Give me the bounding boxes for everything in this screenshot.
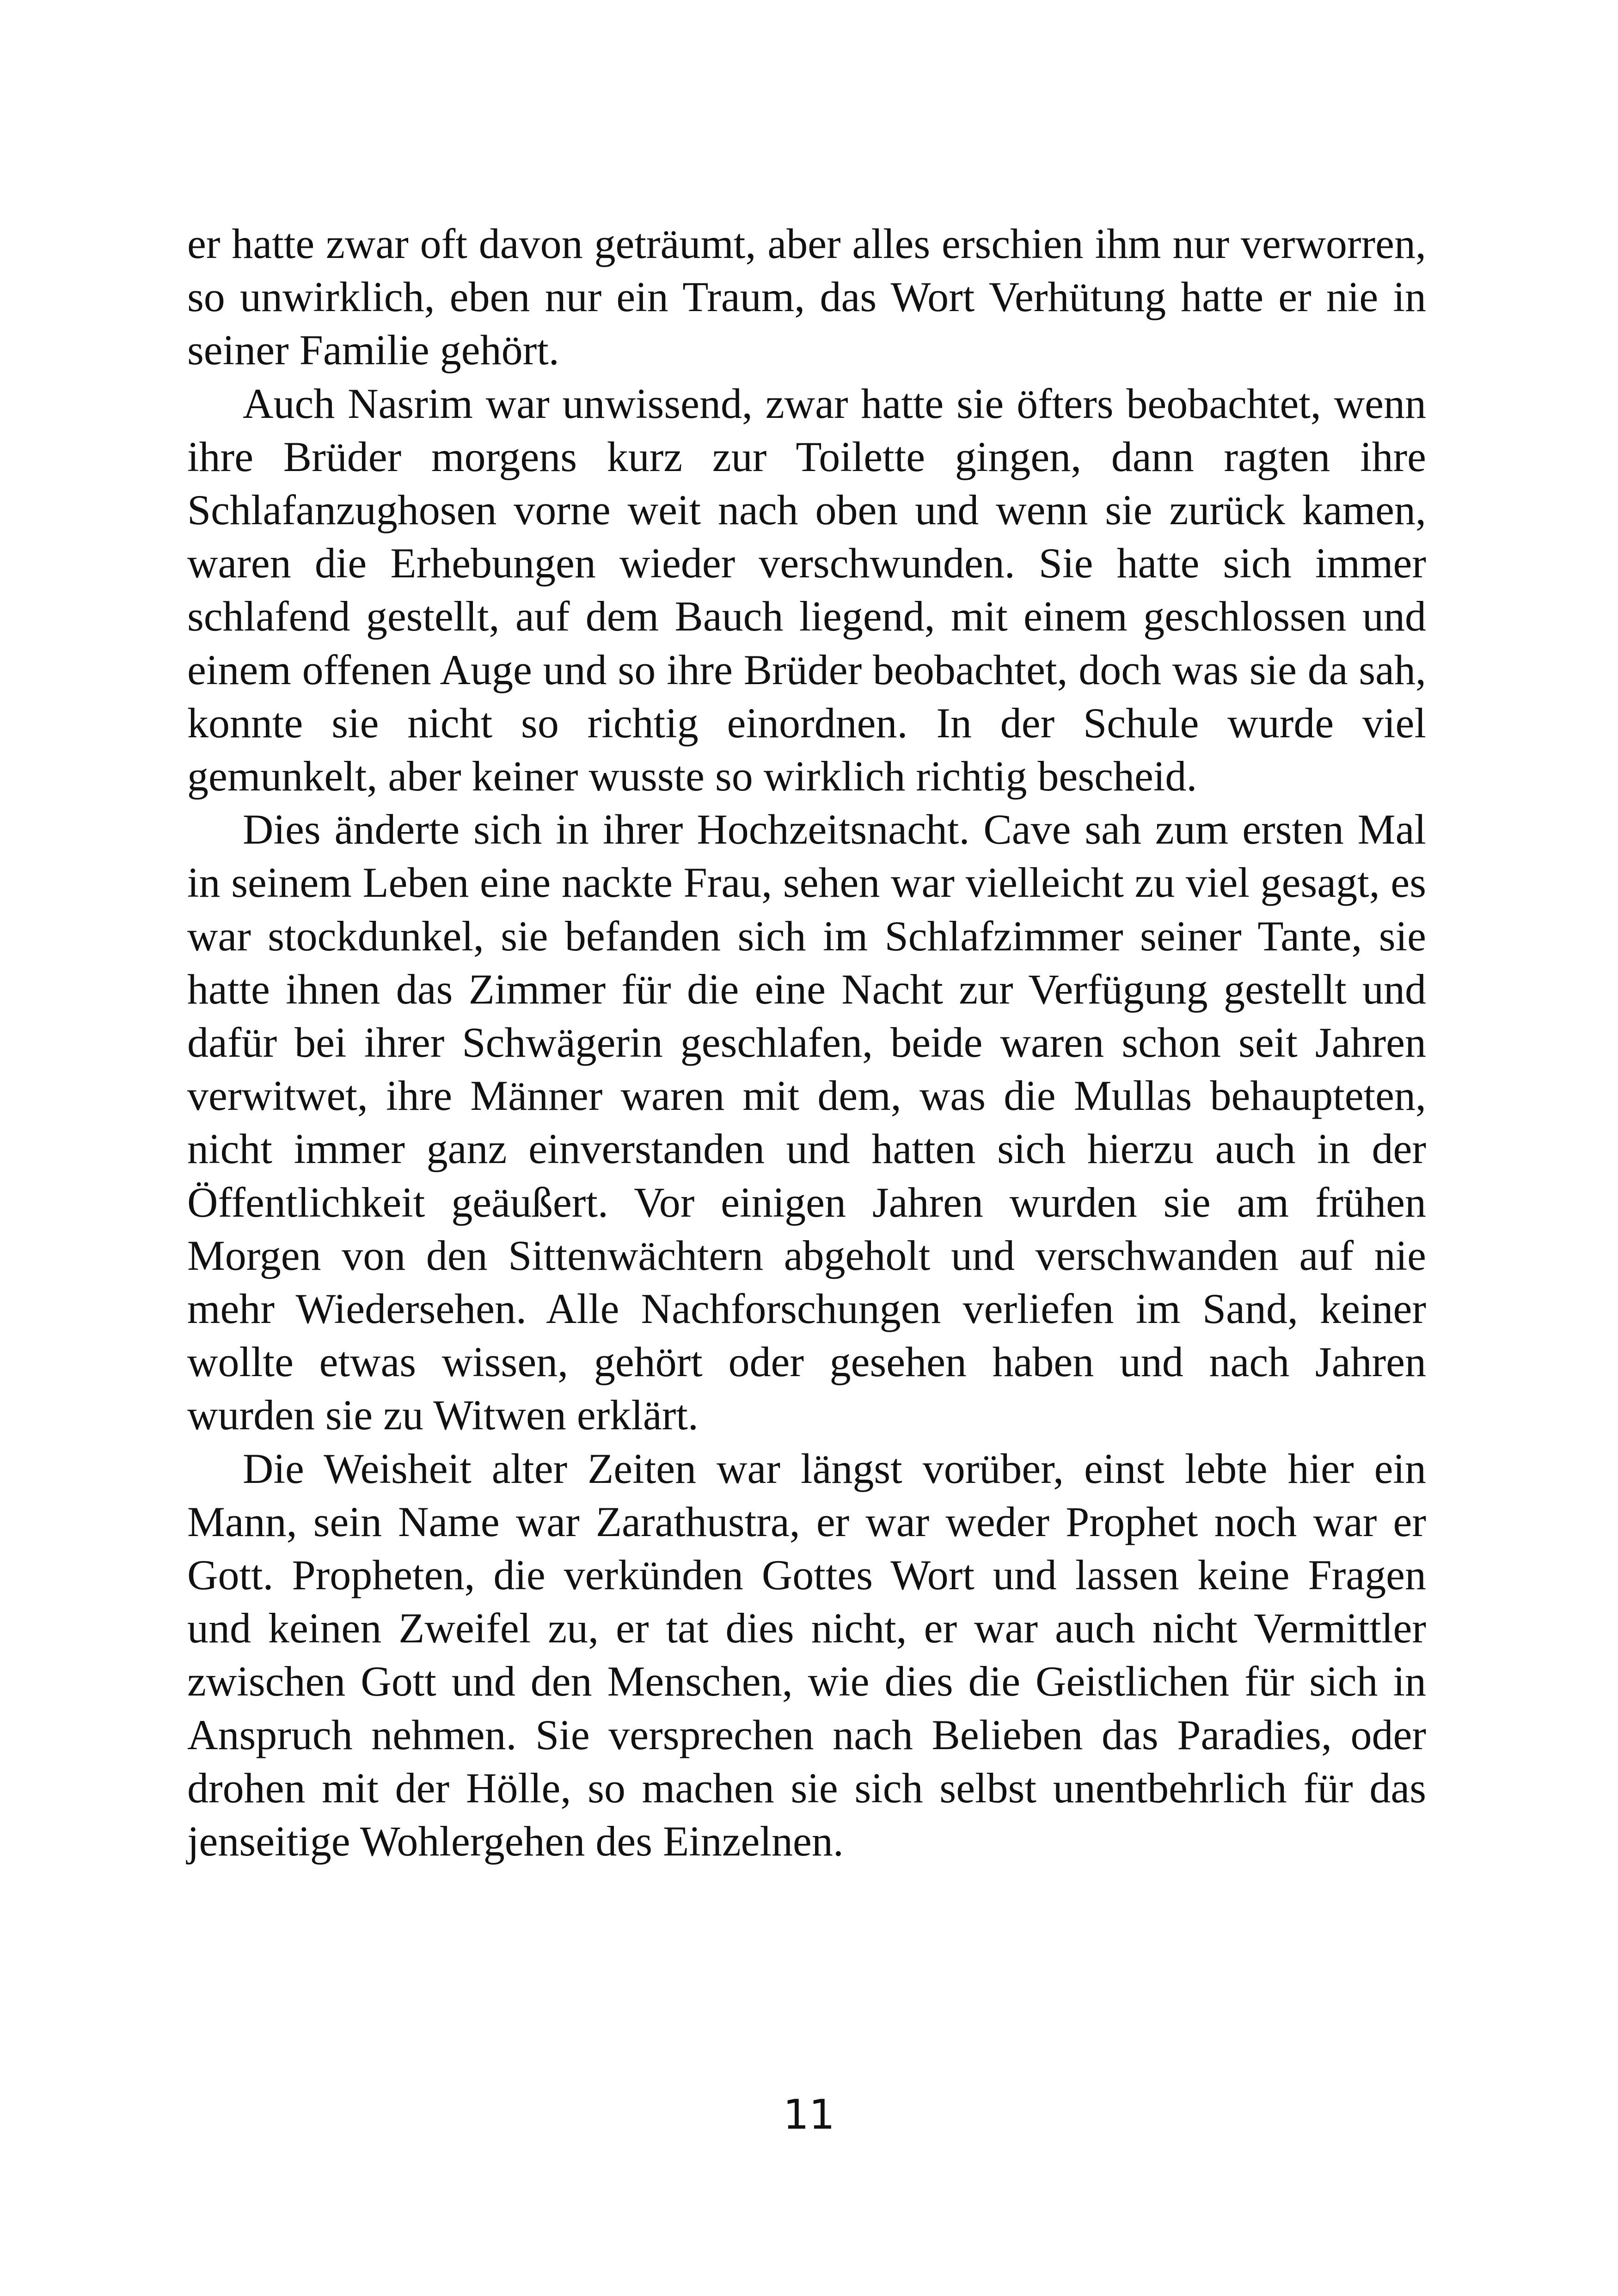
paragraph-2: Auch Nasrim war unwissend, zwar hatte sie öfters beobachtet, wenn ihre Brüder morgens kurz zur Toilette gingen, dann ragten ihre Schlafanzughosen vorne weit nach oben und wenn sie zurück kamen, waren die Erhebungen wieder verschwunden. Sie hatte sich immer schlafend gestellt, auf dem Bauch liegend, mit einem geschlossen und einem offenen Auge und so ihre Brüder beobachtet, doch was sie da sah, konnte sie nicht so richtig einordnen. In der Schule wurde viel gemunkelt, aber keiner wusste so wirklich richtig bescheid. xyxy=(187,380,1426,800)
paragraph-4: Die Weisheit alter Zeiten war längst vorüber, einst lebte hier ein Mann, sein Name war Zarathustra, er war weder Prophet noch war er Gott. Propheten, die verkünden Gottes Wort und lassen keine Fragen und keinen Zweifel zu, er tat dies nicht, er war auch nicht Vermittler zwischen Gott und den Menschen, wie dies die Geistlichen für sich in Anspruch nehmen. Sie versprechen nach Belieben das Paradies, oder drohen mit der Hölle, so machen sie sich selbst unentbehrlich für das jenseitige Wohlergehen des Einzelnen. xyxy=(187,1445,1426,1865)
page-number: 11 xyxy=(783,2091,835,2138)
paragraph-3: Dies änderte sich in ihrer Hochzeitsnacht. Cave sah zum ersten Mal in seinem Leben eine nackte Frau, sehen war vielleicht zu viel gesagt, es war stockdunkel, sie befanden sich im Schlafzimmer seiner Tante, sie hatte ihnen das Zimmer für die eine Nacht zur Verfügung gestellt und dafür bei ihrer Schwägerin geschlafen, beide waren schon seit Jahren verwitwet, ihre Männer waren mit dem, was die Mullas behaupteten, nicht immer ganz einverstanden und hatten sich hierzu auch in der Öffentlichkeit geäußert. Vor einigen Jahren wurden sie am frühen Morgen von den Sittenwächtern abgeholt und verschwanden auf nie mehr Wiedersehen. Alle Nachforschungen verliefen im Sand, keiner wollte etwas wissen, gehört oder gesehen haben und nach Jahren wurden sie zu Witwen erklärt. xyxy=(187,806,1426,1439)
body-text xyxy=(187,217,1426,1868)
paragraph-1: er hatte zwar oft davon geträumt, aber alles erschien ihm nur verworren, so unwirklich, eben nur ein Traum, das Wort Verhütung hatte er nie in seiner Familie gehört. xyxy=(187,220,1426,374)
